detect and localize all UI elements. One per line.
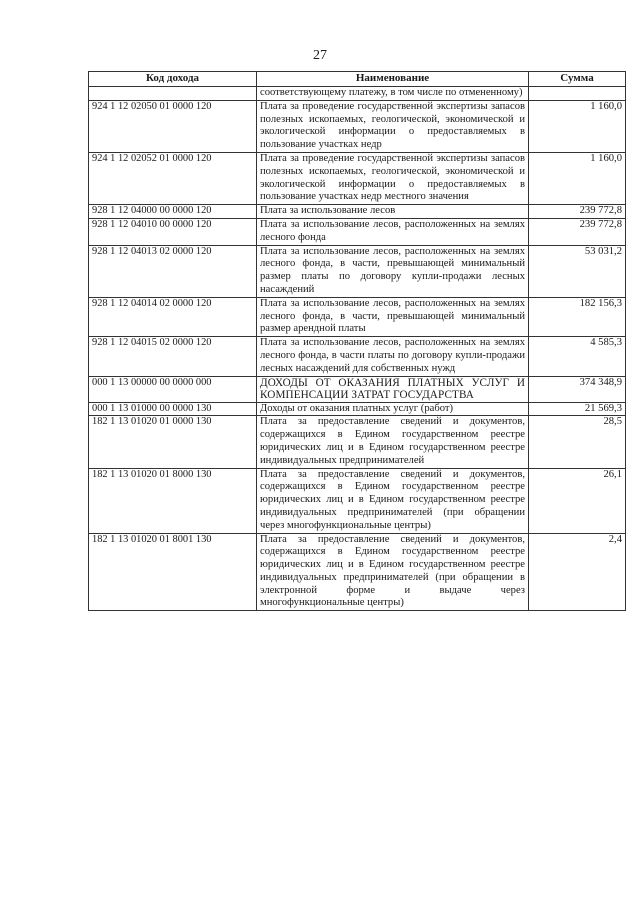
row-name-cell: Плата за проведение государственной экспертизы запасов полезных ископаемых, геологической, экономической и экологической информации о предоставляемых в пользование участках недр xyxy=(257,100,529,152)
table-row xyxy=(89,416,626,468)
row-name-cell: Плата за использование лесов, расположенных на землях лесного фонда xyxy=(257,218,529,245)
row-code-cell: 000 1 13 00000 00 0000 000 xyxy=(89,376,257,402)
row-code-cell: 924 1 12 02052 01 0000 120 xyxy=(89,152,257,204)
table-header-row xyxy=(89,72,626,87)
row-code-cell: 928 1 12 04000 00 0000 120 xyxy=(89,205,257,219)
row-code-cell: 928 1 12 04015 02 0000 120 xyxy=(89,337,257,376)
table-row xyxy=(89,402,626,416)
row-name-cell: Плата за использование лесов xyxy=(257,205,529,219)
table-row xyxy=(89,337,626,376)
row-sum-cell: 4 585,3 xyxy=(529,337,626,376)
table-row xyxy=(89,87,626,101)
row-sum-cell: 1 160,0 xyxy=(529,100,626,152)
header-code: Код дохода xyxy=(89,72,257,87)
table-row xyxy=(89,218,626,245)
table-row xyxy=(89,205,626,219)
row-name-cell: Плата за использование лесов, расположенных на землях лесного фонда, в части, превышающей минимальный размер платы по договору купли-продажи лесных насаждений xyxy=(257,245,529,297)
row-sum-cell: 182 156,3 xyxy=(529,297,626,336)
row-code-cell: 182 1 13 01020 01 0000 130 xyxy=(89,416,257,468)
row-code-cell: 924 1 12 02050 01 0000 120 xyxy=(89,100,257,152)
row-sum-cell: 1 160,0 xyxy=(529,152,626,204)
table-row xyxy=(89,468,626,533)
header-sum: Сумма xyxy=(529,72,626,87)
row-sum-cell: 26,1 xyxy=(529,468,626,533)
row-name-cell: Плата за предоставление сведений и документов, содержащихся в Едином государственном реестре юридических лиц и в Едином государственном реестре индивидуальных предпринимателей (при обращении в электронной форме и выдаче через многофункциональные центры) xyxy=(257,533,529,611)
row-sum-cell: 28,5 xyxy=(529,416,626,468)
row-sum-cell: 374 348,9 xyxy=(529,376,626,402)
row-name-cell: Плата за использование лесов, расположенных на землях лесного фонда, в части платы по договору купли-продажи лесных насаждений для собственных нужд xyxy=(257,337,529,376)
row-sum-cell: 2,4 xyxy=(529,533,626,611)
table-row xyxy=(89,100,626,152)
table-row xyxy=(89,245,626,297)
row-sum-cell: 239 772,8 xyxy=(529,205,626,219)
row-name-cell: Плата за проведение государственной экспертизы запасов полезных ископаемых, геологической, экономической и экологической информации о предоставляемых в пользование участках недр местного значения xyxy=(257,152,529,204)
row-code-cell: 928 1 12 04010 00 0000 120 xyxy=(89,218,257,245)
row-code-cell: 928 1 12 04014 02 0000 120 xyxy=(89,297,257,336)
table-row xyxy=(89,533,626,611)
row-sum-cell: 53 031,2 xyxy=(529,245,626,297)
table-row xyxy=(89,376,626,402)
row-code-cell: 928 1 12 04013 02 0000 120 xyxy=(89,245,257,297)
header-name: Наименование xyxy=(257,72,529,87)
row-code-cell: 182 1 13 01020 01 8000 130 xyxy=(89,468,257,533)
row-name-cell: Плата за предоставление сведений и документов, содержащихся в Едином государственном реестре юридических лиц и в Едином государственном реестре индивидуальных предпринимателей xyxy=(257,416,529,468)
row-name-cell: ДОХОДЫ ОТ ОКАЗАНИЯ ПЛАТНЫХ УСЛУГ И КОМПЕНСАЦИИ ЗАТРАТ ГОСУДАРСТВА xyxy=(257,376,529,402)
row-code-cell xyxy=(89,87,257,101)
row-name-cell: Плата за использование лесов, расположенных на землях лесного фонда, в части, превышающей минимальный размер арендной платы xyxy=(257,297,529,336)
row-code-cell: 182 1 13 01020 01 8001 130 xyxy=(89,533,257,611)
revenue-table xyxy=(88,71,626,611)
page-number: 27 xyxy=(313,48,327,63)
row-name-cell: Плата за предоставление сведений и документов, содержащихся в Едином государственном реестре юридических лиц и в Едином государственном реестре индивидуальных предпринимателей (при обращении через многофункциональные центры) xyxy=(257,468,529,533)
row-sum-cell: 21 569,3 xyxy=(529,402,626,416)
row-sum-cell: 239 772,8 xyxy=(529,218,626,245)
table-row xyxy=(89,152,626,204)
row-name-cell: соответствующему платежу, в том числе по отмененному) xyxy=(257,87,529,101)
row-sum-cell xyxy=(529,87,626,101)
table-row xyxy=(89,297,626,336)
row-name-cell: Доходы от оказания платных услуг (работ) xyxy=(257,402,529,416)
row-code-cell: 000 1 13 01000 00 0000 130 xyxy=(89,402,257,416)
table-body xyxy=(89,87,626,611)
